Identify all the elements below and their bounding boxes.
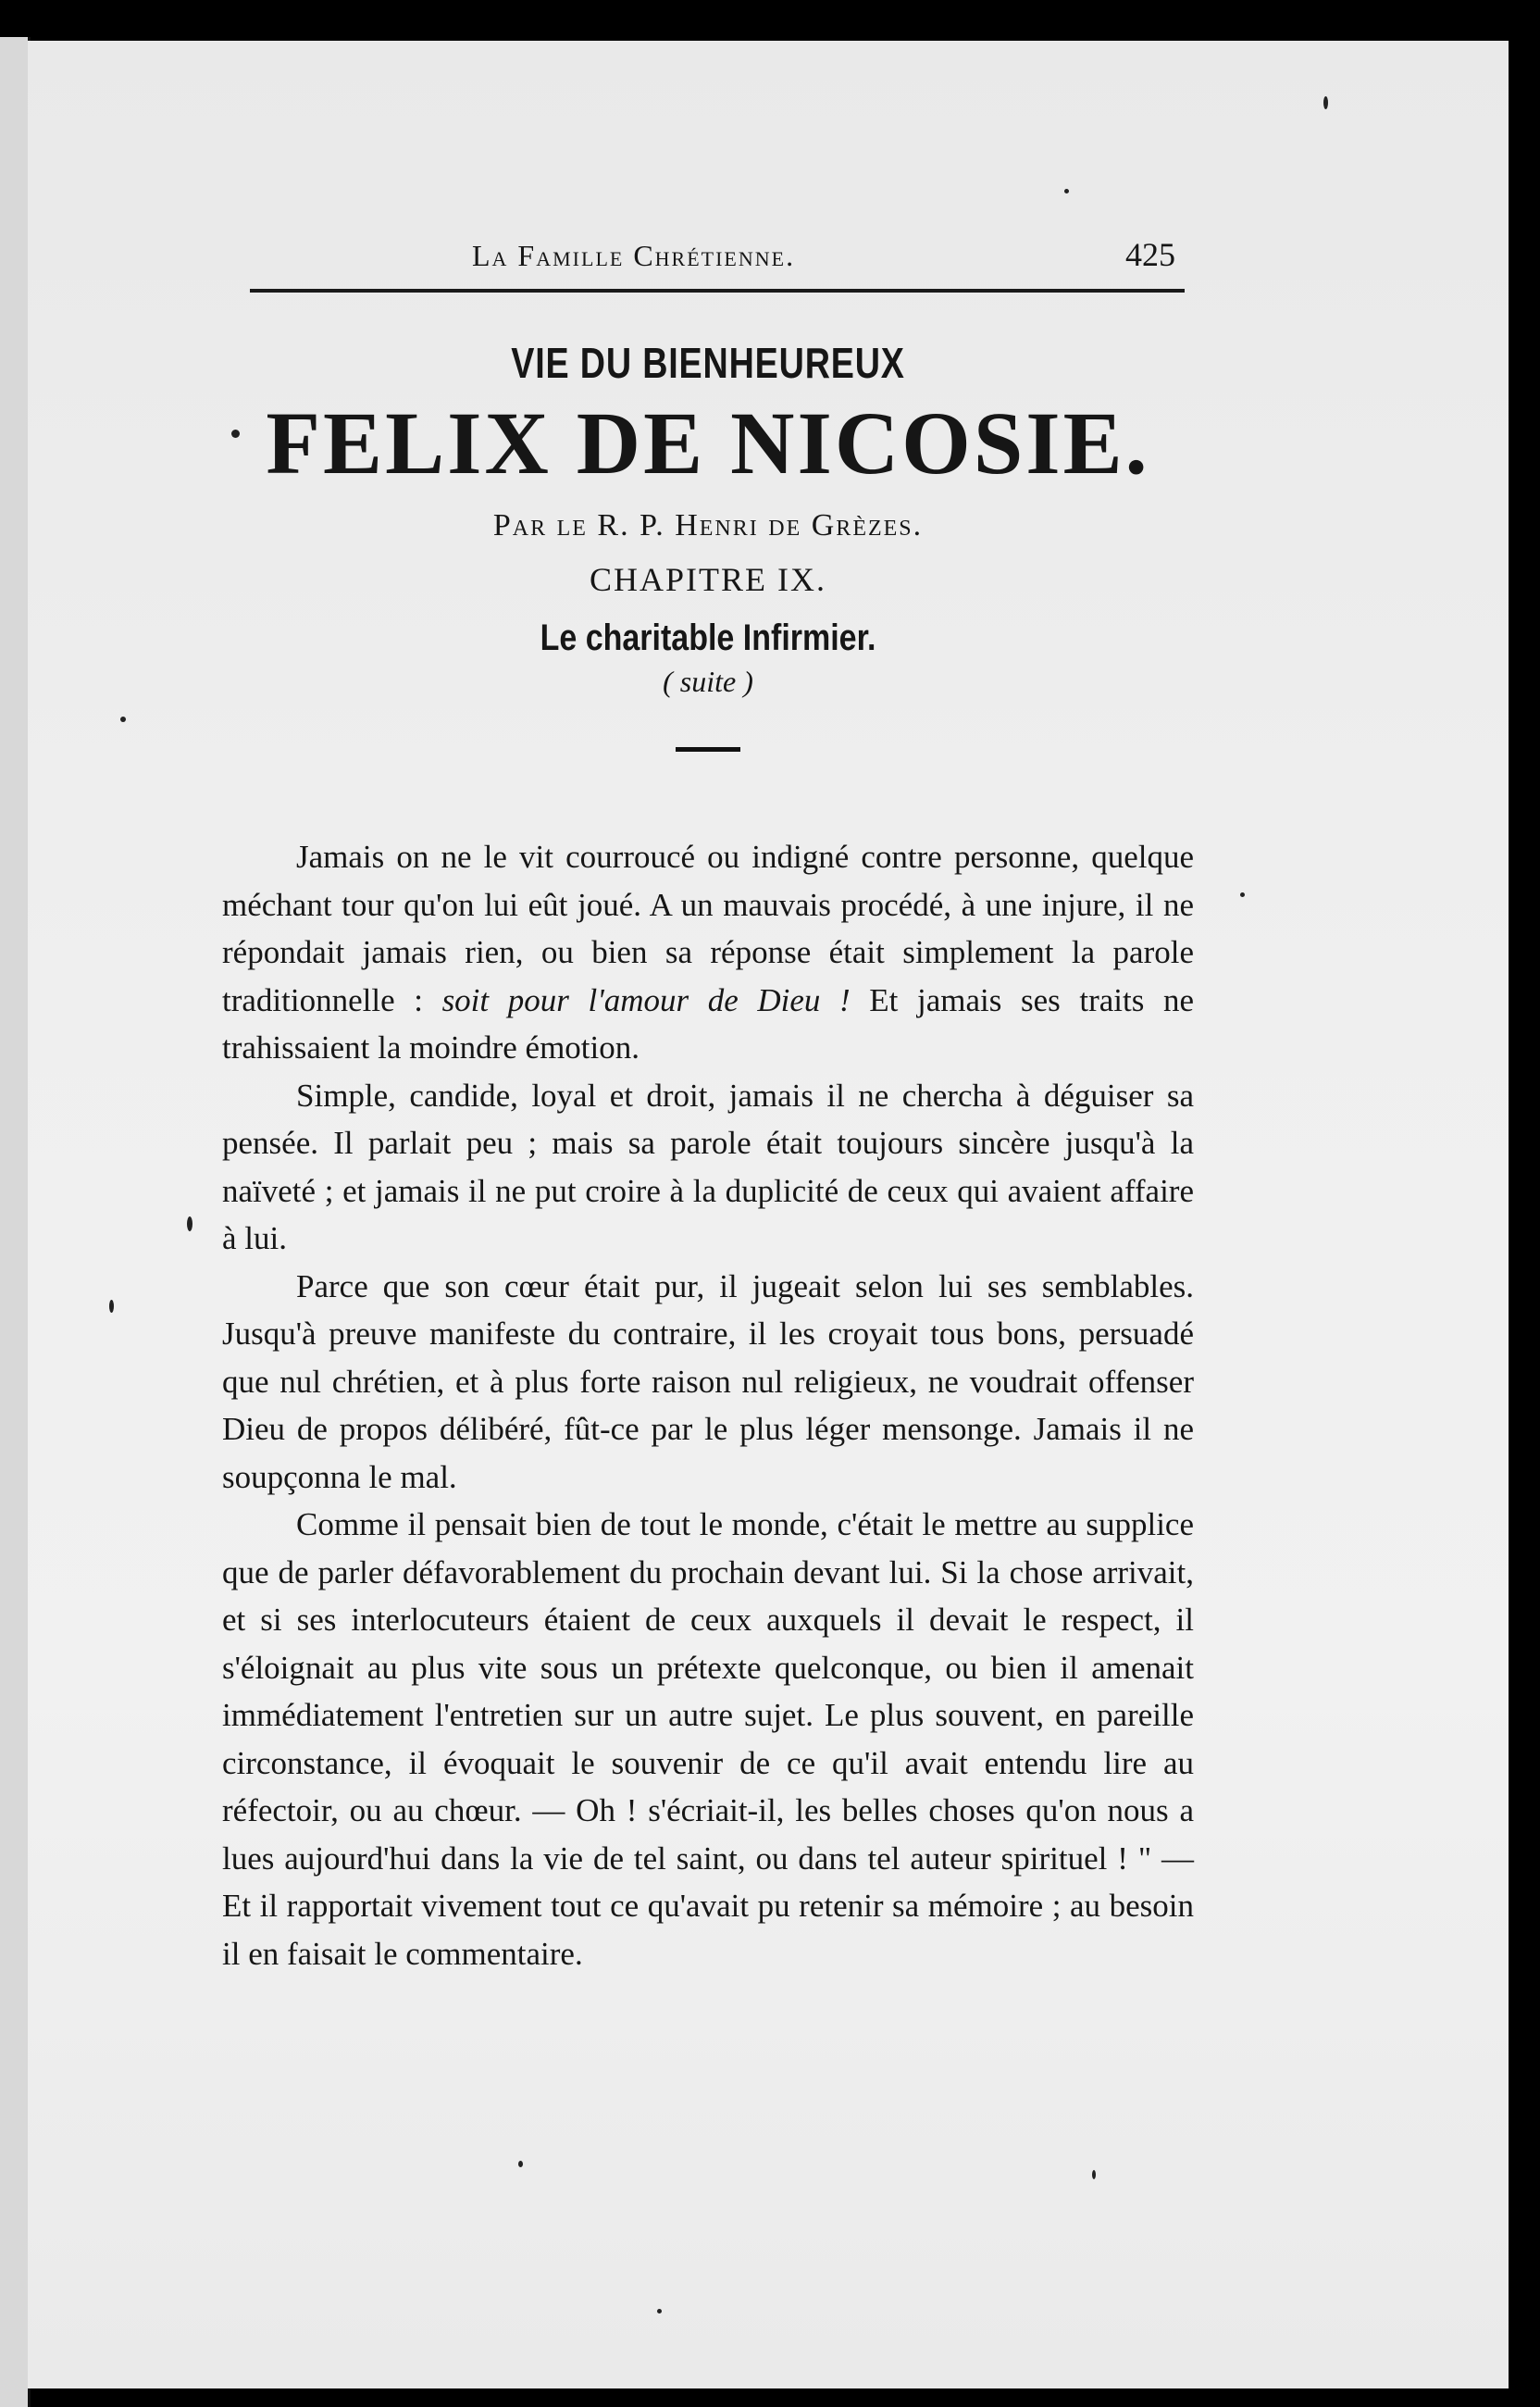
chapter-subtitle: Le charitable Infirmier. <box>540 617 876 658</box>
paragraph <box>222 833 1194 1072</box>
scan-speck <box>657 2309 662 2313</box>
italic-quote: soit pour l'amour de Dieu ! <box>441 981 851 1018</box>
main-title: FELIX DE NICOSIE. <box>266 393 1150 493</box>
scan-speck <box>518 2161 523 2167</box>
scan-speck <box>1064 189 1069 193</box>
article-body <box>222 833 1194 1977</box>
paragraph: Comme il pensait bien de tout le monde, c'était le mettre au supplice que de parler défavorablement du prochain devant lui. Si la chose arrivait, et si ses interlocuteurs étaient de ceux auxquels il devait le respect, il s'éloignait au plus vite sous un prétexte quelconque, ou bien il amenait immédiatement l'entretien sur un autre sujet. Le plus souvent, en pareille circonstance, il évoquait le souvenir de ce qu'il avait entendu lire au réfectoir, ou au chœur. — Oh ! s'écriait-il, les belles choses qu'on nous a lues aujourd'hui dans la vie de tel saint, ou dans tel auteur spirituel ! " — Et il rapportait vivement tout ce qu'avait pu retenir sa mémoire ; au besoin il en faisait le commentaire. <box>222 1506 1194 1972</box>
scan-speck <box>1092 2170 1096 2179</box>
page-content <box>222 231 1194 1972</box>
scan-speck <box>1240 892 1245 897</box>
scan-speck <box>187 1216 192 1231</box>
paragraph-text: Et jamais ses traits ne trahissaient la moindre émotion. <box>222 981 1194 1066</box>
continued-note: ( suite ) <box>663 665 753 698</box>
running-head-title: La Famille Chrétienne. <box>472 239 796 272</box>
article-heading <box>222 338 1194 752</box>
scan-speck <box>109 1300 114 1313</box>
running-head <box>222 231 1194 287</box>
chapter-heading: CHAPITRE IX. <box>590 561 826 598</box>
binding-edge <box>0 37 31 2407</box>
paragraph-text: Jamais on ne le vit courroucé ou indigné contre personne, quelque méchant tour qu'on lui eût joué. A un mauvais procédé, à une injure, il ne répondait jamais rien, ou bien sa réponse était simplement la parole traditionnelle : <box>222 839 1194 1018</box>
scan-speck <box>120 717 126 722</box>
author-line: Par le R. P. Henri de Grèzes. <box>492 508 924 543</box>
paragraph: Parce que son cœur était pur, il jugeait selon lui ses semblables. Jusqu'à preuve manifeste du contraire, il les croyait tous bons, persuadé que nul chrétien, et à plus forte raison nul religieux, ne voudrait offenser Dieu de propos délibéré, fût-ce par le plus léger mensonge. Jamais il ne soupçonna le mal. <box>222 1267 1194 1495</box>
pre-title: VIE DU BIENHEUREUX <box>511 339 905 387</box>
paragraph: Simple, candide, loyal et droit, jamais il ne chercha à déguiser sa pensée. Il parlait peu ; mais sa parole était toujours sincère jusqu'à la naïveté ; et jamais il ne put croire à la duplicité de ceux qui avaient affaire à lui. <box>222 1077 1194 1256</box>
page-number: 425 <box>1125 236 1175 273</box>
section-divider <box>676 747 740 752</box>
header-rule <box>250 289 1185 293</box>
scan-speck <box>1323 96 1328 109</box>
